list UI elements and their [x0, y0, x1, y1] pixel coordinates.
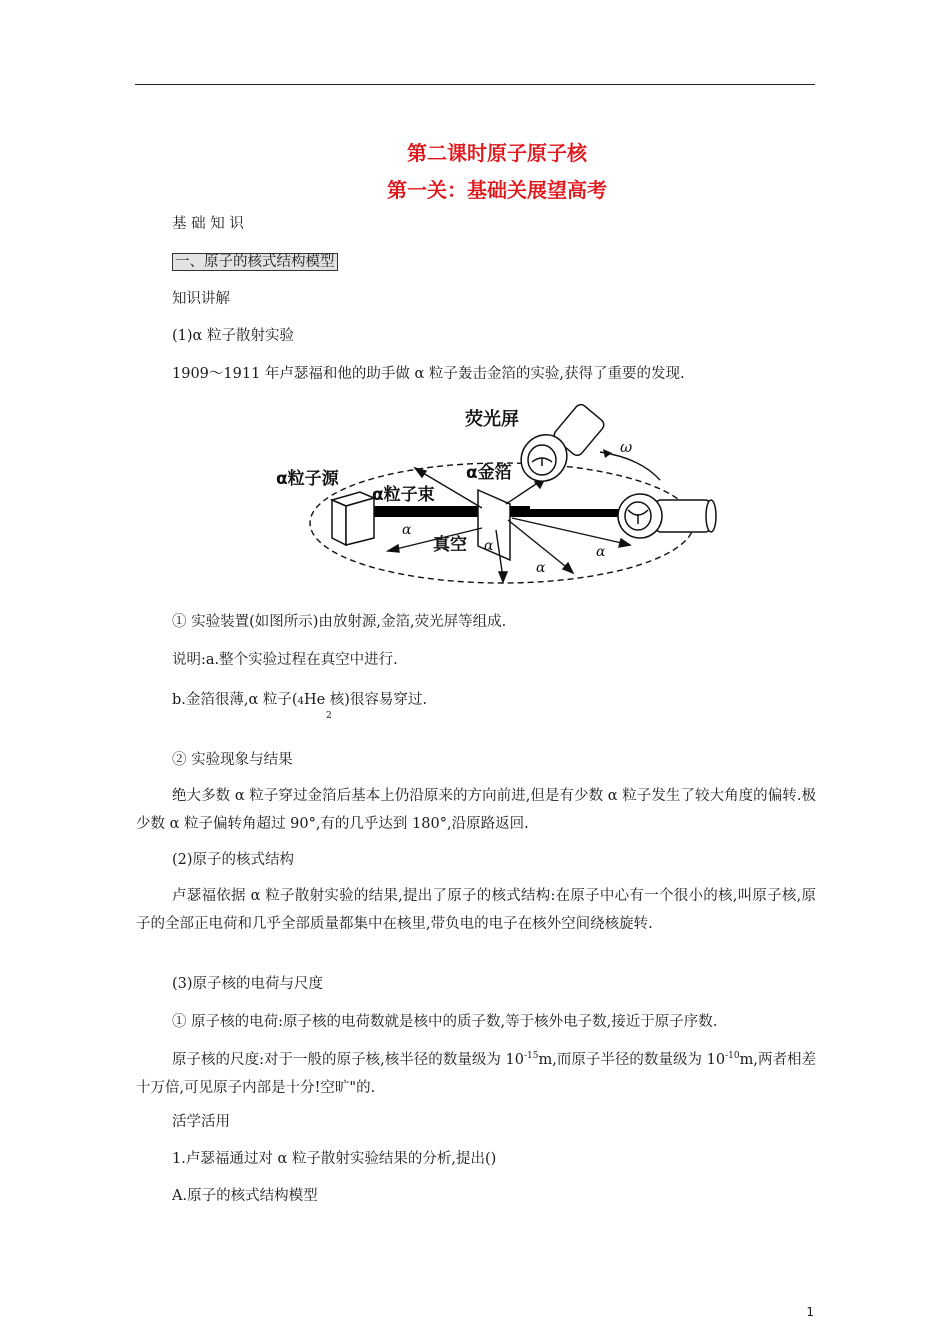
- rotation-arrow-head: [603, 449, 612, 458]
- microscope-right: [618, 494, 716, 538]
- page-number: 1: [806, 1305, 814, 1319]
- practice-label: 活学活用: [172, 1114, 230, 1130]
- note-b-pre: b.金箔很薄,α 粒子(: [172, 692, 298, 708]
- item-charge-size: (3)原子核的电荷与尺度: [172, 976, 324, 992]
- question-1: 1.卢瑟福通过对 α 粒子散射实验结果的分析,提出(): [172, 1151, 497, 1167]
- label-alpha-left: α: [402, 522, 412, 538]
- label-alpha-bottom: α: [536, 560, 546, 576]
- rotation-arrow: [600, 452, 660, 480]
- knowledge-label: 知识讲解: [172, 291, 230, 307]
- size-mid: m,而原子半径的数量级为 10: [538, 1051, 726, 1068]
- label-vacuum: 真空: [433, 535, 467, 555]
- heading-box: 一、原子的核式结构模型: [172, 253, 338, 271]
- phenomena-heading: ② 实验现象与结果: [172, 752, 293, 768]
- size-post: m,两者相差十万倍,可见原子内部是十分!空旷"的.: [136, 1051, 817, 1096]
- page-subtitle: 第一关：基础关展望高考: [387, 178, 607, 202]
- size-paragraph: [136, 1042, 816, 1102]
- size-exponent-atom: -10: [725, 1051, 740, 1061]
- alpha-source-box: [332, 492, 374, 545]
- scatter-arrow-down-head: [499, 572, 507, 582]
- label-alpha-foil: α: [484, 538, 494, 554]
- charge-line: ① 原子核的电荷:原子核的电荷数就是核中的质子数,等于核外电子数,接近于原子序数.: [172, 1014, 718, 1030]
- alpha-scattering-diagram: [270, 400, 730, 600]
- scatter-arrow-right-head: [619, 539, 630, 547]
- note-a: 说明:a.整个实验过程在真空中进行.: [172, 652, 398, 668]
- header-rule: [135, 84, 815, 85]
- label-source: α粒子源: [276, 469, 339, 489]
- note-b: [172, 690, 427, 712]
- gold-foil: [478, 490, 510, 560]
- label-alpha-right: α: [596, 544, 606, 560]
- scatter-arrow-right-down-head: [563, 563, 573, 573]
- phenomena-paragraph: 绝大多数 α 粒子穿过金箔后基本上仍沿原来的方向前进,但是有少数 α 粒子发生了较大角度的偏转.极少数 α 粒子偏转角超过 90°,有的几乎达到 180°,沿原路返回.: [136, 788, 816, 832]
- size-exponent-nucleus: -15: [523, 1051, 539, 1061]
- page-title: 第二课时原子原子核: [407, 141, 587, 165]
- label-foil: α金箔: [466, 463, 512, 483]
- label-screen: 荧光屏: [465, 409, 519, 430]
- helium-mass-number: 4: [297, 696, 304, 707]
- item-alpha-experiment: (1)α 粒子散射实验: [172, 328, 294, 344]
- setup-line: ① 实验装置(如图所示)由放射源,金箔,荧光屏等组成.: [172, 614, 507, 630]
- scatter-arrow-left-down-head: [388, 545, 399, 552]
- beam-after-foil: [508, 509, 620, 517]
- heading-nuclear-model: [172, 252, 338, 272]
- label-omega: ω: [620, 438, 633, 456]
- question-1-option-a: A.原子的核式结构模型: [172, 1188, 318, 1204]
- note-b-mid: He 核)很容易穿过.: [303, 692, 428, 708]
- label-beam: α粒子束: [372, 485, 435, 505]
- size-pre: 原子核的尺度:对于一般的原子核,核半径的数量级为 10: [172, 1051, 524, 1068]
- structure-paragraph: 卢瑟福依据 α 粒子散射实验的结果,提出了原子的核式结构:在原子中心有一个很小的核,叫原子核,原子的全部正电荷和几乎全部质量都集中在核里,带负电的电子在核外空间绕核旋转.: [136, 888, 816, 932]
- microscope-top: [512, 402, 606, 490]
- scatter-arrow-right: [512, 518, 626, 544]
- scatter-arrow-back-head: [415, 468, 426, 477]
- section-basics: 基 础 知 识: [172, 216, 244, 232]
- para-history: 1909～1911 年卢瑟福和他的助手做 α 粒子轰击金箔的实验,获得了重要的发现.: [172, 366, 685, 382]
- helium-atomic-number: 2: [326, 711, 332, 721]
- item-nuclear-structure: (2)原子的核式结构: [172, 852, 295, 868]
